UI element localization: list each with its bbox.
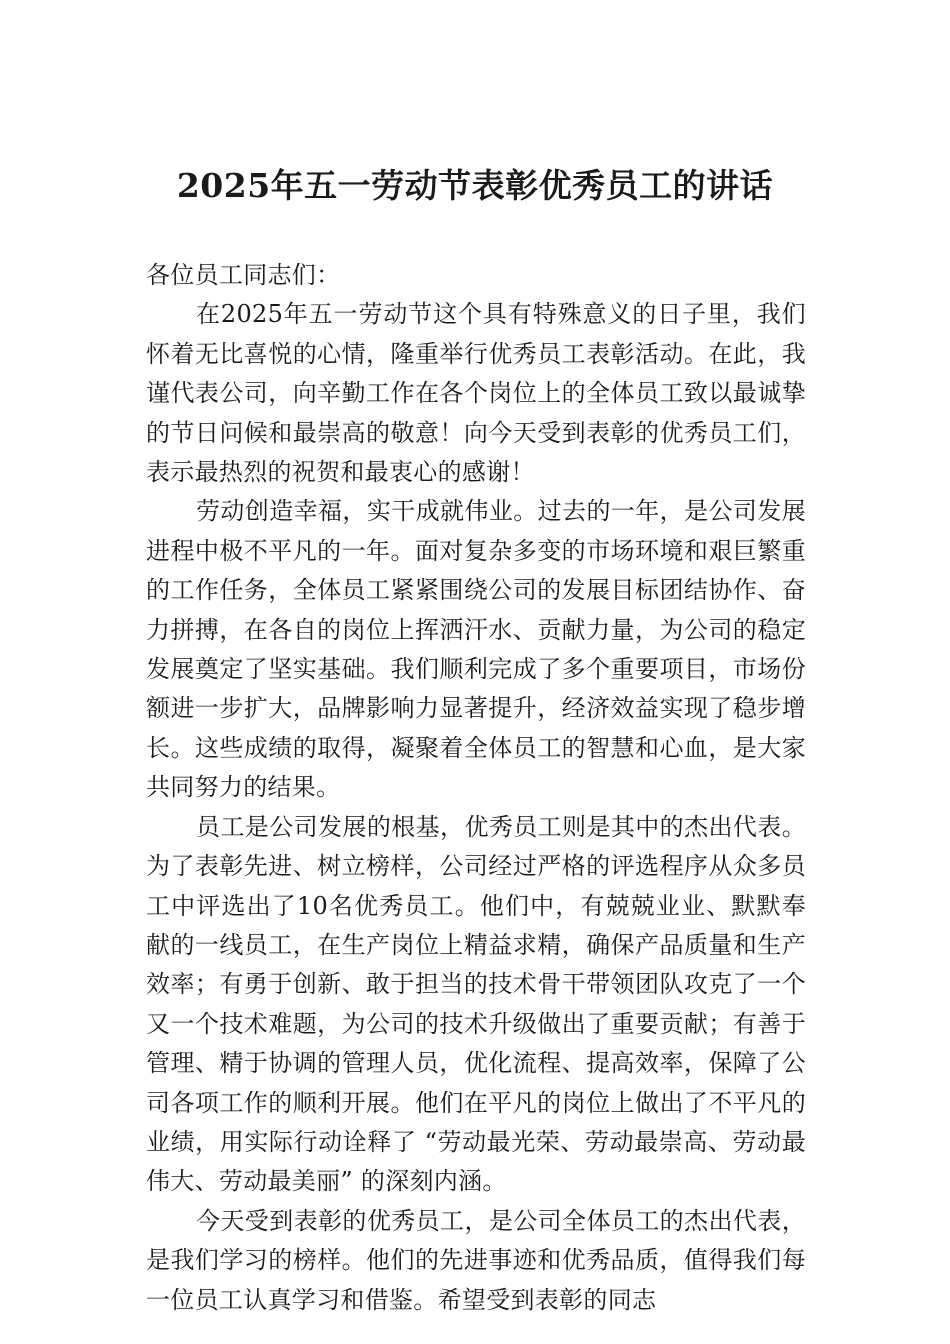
salutation: 各位员工同志们： (146, 261, 341, 289)
document-body (146, 256, 806, 1320)
paragraph-role-models: 今天受到表彰的优秀员工，是公司全体员工的杰出代表，是我们学习的榜样。他们的先进事迹和优秀品质，值得我们每一位员工认真学习和借鉴。希望受到表彰的同志 (146, 1206, 806, 1314)
paragraph-outstanding-employees: 员工是公司发展的根基，优秀员工则是其中的杰出代表。为了表彰先进、树立榜样，公司经过严格的评选程序从众多员工中评选出了10名优秀员工。他们中，有兢兢业业、默默奉献的一线员工，在生产岗位上精益求精，确保产品质量和生产效率；有勇于创新、敢于担当的技术骨干带领团队攻克了一个又一个技术难题，为公司的技术升级做出了重要贡献；有善于管理、精于协调的管理人员，优化流程、提高效率，保障了公司各项工作的顺利开展。他们在平凡的岗位上做出了不平凡的业绩，用实际行动诠释了 “劳动最光荣、劳动最崇高、劳动最伟大、劳动最美丽” 的深刻内涵。 (146, 812, 806, 1196)
paragraph-opening: 在2025年五一劳动节这个具有特殊意义的日子里，我们怀着无比喜悦的心情，隆重举行优秀员工表彰活动。在此，我谨代表公司，向辛勤工作在各个岗位上的全体员工致以最诚挚的节日问候和最崇高的敬意！向今天受到表彰的优秀员工们，表示最热烈的祝贺和最衷心的感谢！ (146, 300, 806, 487)
document-title: 2025年五一劳动节表彰优秀员工的讲话 (176, 166, 774, 205)
paragraph-achievements: 劳动创造幸福，实干成就伟业。过去的一年，是公司发展进程中极不平凡的一年。面对复杂多变的市场环境和艰巨繁重的工作任务，全体员工紧紧围绕公司的发展目标团结协作、奋力拼搏，在各自的岗位上挥洒汗水、贡献力量，为公司的稳定发展奠定了坚实基础。我们顺利完成了多个重要项目，市场份额进一步扩大，品牌影响力显著提升，经济效益实现了稳步增长。这些成绩的取得，凝聚着全体员工的智慧和心血，是大家共同努力的结果。 (146, 497, 806, 802)
